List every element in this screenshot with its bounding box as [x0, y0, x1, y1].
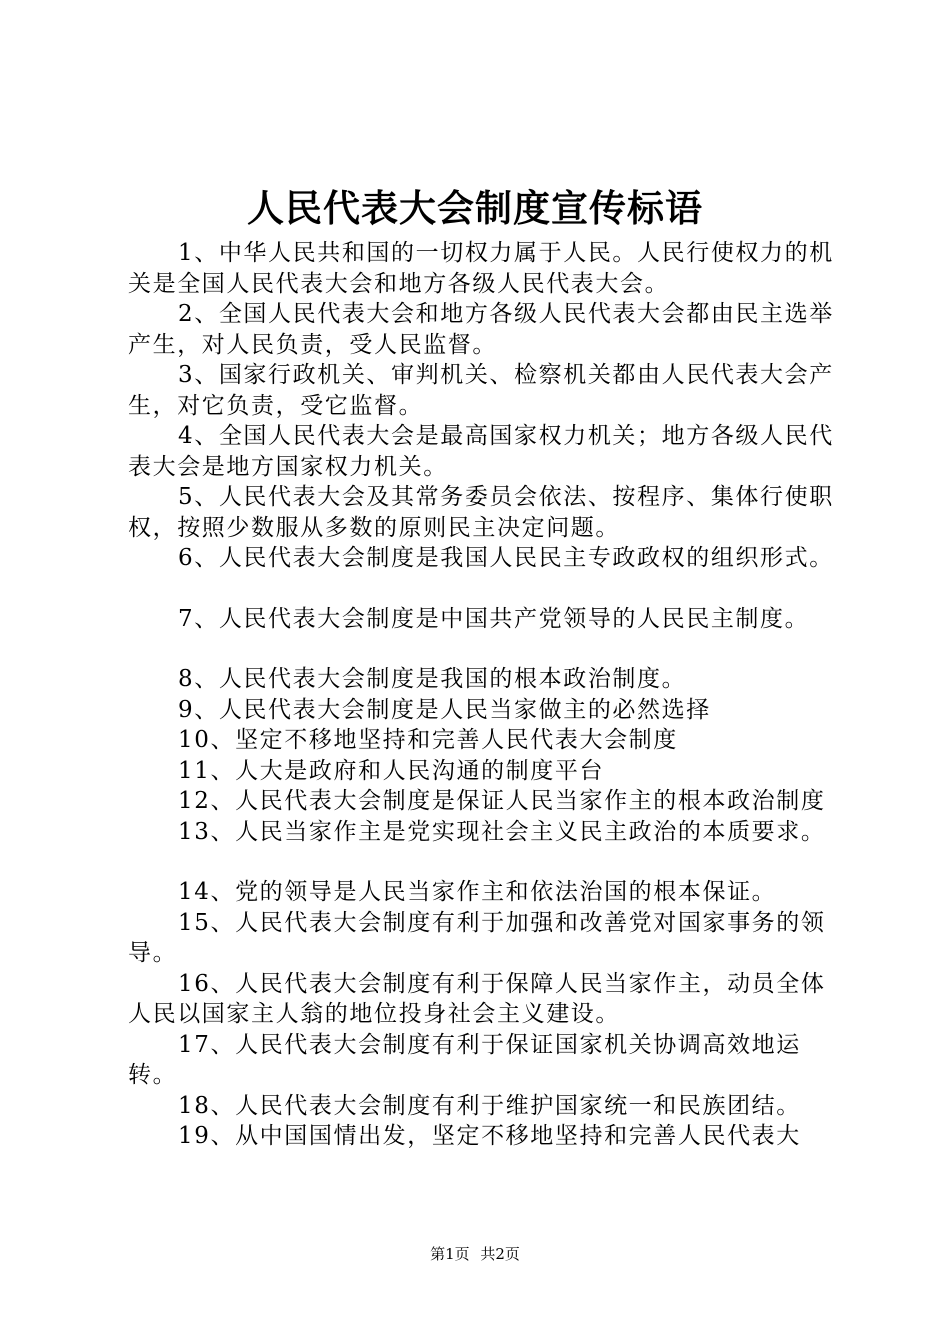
slogan-item-13: 13、人民当家作主是党实现社会主义民主政治的本质要求。: [178, 818, 826, 845]
slogan-item-3: 3、国家行政机关、审判机关、检察机关都由人民代表大会产生，对它负责，受它监督。: [128, 362, 834, 419]
slogan-item-19: 19、从中国国情出发，坚定不移地坚持和完善人民代表大: [178, 1123, 801, 1149]
slogan-item-16: 16、人民代表大会制度有利于保障人民当家作主，动员全体人民以国家主人翁的地位投身社会主义建设。: [128, 970, 826, 1027]
slogan-item-11: 11、人大是政府和人民沟通的制度平台: [178, 757, 605, 784]
slogan-item-1: 1、中华人民共和国的一切权力属于人民。人民行使权力的机关是全国人民代表大会和地方各级人民代表大会。: [128, 240, 834, 297]
slogan-item-12: 12、人民代表大会制度是保证人民当家作主的根本政治制度: [178, 788, 826, 814]
document-title: 人民代表大会制度宣传标语: [247, 186, 703, 230]
slogan-item-8: 8、人民代表大会制度是我国的根本政治制度。: [178, 666, 687, 692]
page-footer: [0, 1243, 950, 1265]
slogan-item-2: 2、全国人民代表大会和地方各级人民代表大会都由民主选举产生，对人民负责，受人民监督。: [128, 301, 834, 358]
slogan-item-10: 10、坚定不移地坚持和完善人民代表大会制度: [178, 727, 678, 753]
slogan-item-6: 6、人民代表大会制度是我国人民民主专政政权的组织形式。: [178, 545, 834, 571]
page-number-total: 共2页: [480, 1245, 520, 1263]
slogan-item-4: 4、全国人民代表大会是最高国家权力机关；地方各级人民代表大会是地方国家权力机关。: [128, 423, 834, 480]
slogan-item-15: 15、人民代表大会制度有利于加强和改善党对国家事务的领导。: [128, 909, 826, 966]
document-body: [128, 238, 848, 1152]
slogan-item-17: 17、人民代表大会制度有利于保证国家机关协调高效地运转。: [128, 1031, 801, 1088]
page-number-current: 第1页: [430, 1245, 470, 1263]
slogan-item-9: 9、人民代表大会制度是人民当家做主的必然选择: [178, 696, 711, 723]
slogan-item-7: 7、人民代表大会制度是中国共产党领导的人民民主制度。: [178, 605, 810, 632]
slogan-item-14: 14、党的领导是人民当家作主和依法治国的根本保证。: [178, 879, 777, 905]
slogan-item-5: 5、人民代表大会及其常务委员会依法、按程序、集体行使职权，按照少数服从多数的原则民主决定问题。: [128, 484, 834, 541]
slogan-item-18: 18、人民代表大会制度有利于维护国家统一和民族团结。: [178, 1092, 801, 1119]
